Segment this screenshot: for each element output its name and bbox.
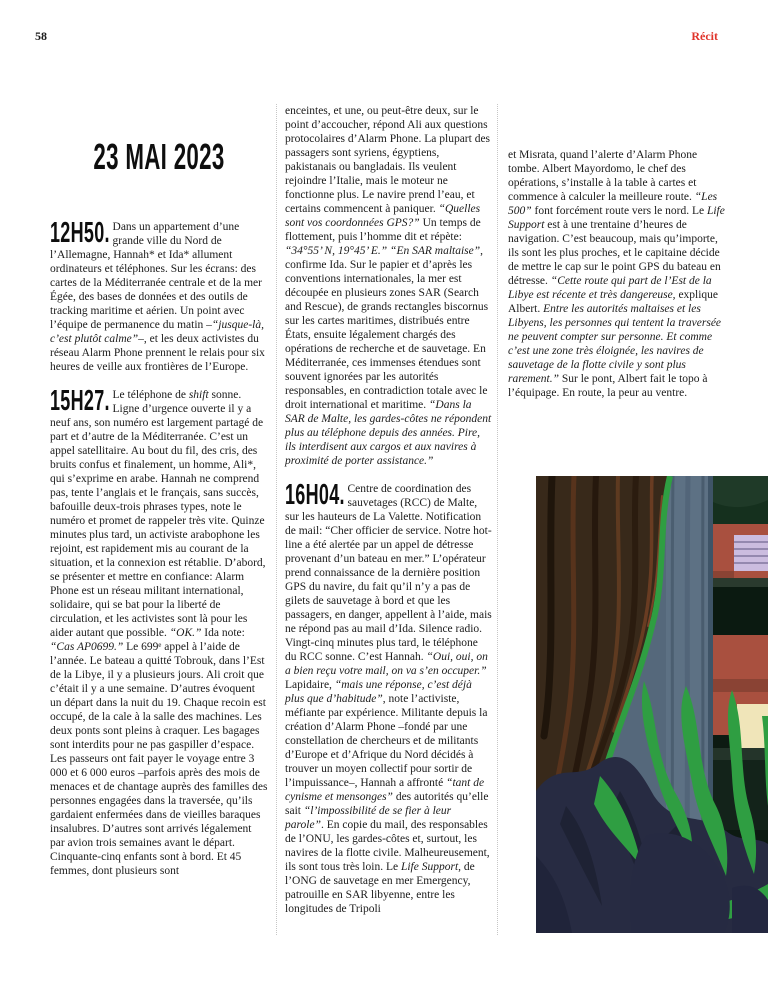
quote-text: “34°55’ N, 19°45’ E.” [285,245,388,257]
text-column-2 [285,104,492,916]
body-text: , de l’ONG de sauvetage en mer Emergency, patrouille en SAR libyenne, entre les longitudes de Tripoli [285,861,475,915]
body-text: Le téléphone de [112,389,189,401]
body-text: sonne. Ligne d’urgence ouverte il y a neuf ans, son numéro est largement partagé de part et d’autre de la Méditerranée. C’est un appel satellitaire. Au bout du fil, des cris, des bruits confus et finalement, un homme, Ali*, qui s’exprime en arabe. Hannah ne comprend pas, tente l’anglais et le français, sans succès, bafouille deux-trois phrases types, note le numéro et promet de rappeler très vite. Quinze minutes plus tard, un activiste arabophone les rejoint, est rapidement mis au courant de la situation, et la connexion est rétablie. D’abord, se présenter et mettre en confiance: Alarm Phone est un réseau militant international, solidaire, qui se bat pour la liberté de circulation, et les activistes sont là pour les aider autant que possible. [50,389,266,639]
text-column-3 [508,148,726,400]
quote-text: “jusque-là, c’est plutôt calme” [50,319,264,345]
quote-text: Entre les autorités maltaises et les Libyens, les personnes qui tentent la traversée ne peuvent compter sur personne. Et comme c’est une zone très éloignée, les navires de sauvetage de la flotte civile y sont plus rarement.” [508,303,722,385]
quote-text: “OK.” [169,627,202,639]
lavender-window [734,535,768,571]
body-text: enceintes, et une, ou peut-être deux, sur le point d’accoucher, répond Ali aux questions protocolaires d’Alarm Phone. La plupart des passagers sont syriens, égyptiens, pakistanais ou bangladais. Ils veulent rejoindre l’Italie, mais le moteur ne fonctionne plus. Le navire prend l’eau, et certains commencent à paniquer. [285,105,491,215]
date-heading: 23 MAI 2023 [93,136,225,177]
dark-window [713,587,768,635]
body-text: Sur le pont, Albert fait le topo à l’équipage. En route, la peur au ventre. [508,373,708,399]
quote-text: “Cas AP0699.” [50,641,124,653]
body-text: Dans un appartement d’une grande ville du Nord de l’Allemagne, Hannah* et Ida* allument ordinateurs et téléphones. Sur les écrans: des cartes de la Méditerranée centrale et de la mer Égée, des bases de données et des outils de tracking maritime et aérien. Un point avec l’équipe de permanence du matin – [50,221,262,331]
body-text: font forcément route vers le nord. Le [531,205,707,217]
column-divider [276,104,277,935]
section-label: Récit [691,29,718,43]
body-text: Lapidaire, [285,679,335,691]
quote-text: shift [188,389,209,401]
quote-text: “l’impossibilité de se fier à leur parole” [285,805,452,831]
article-paragraph [285,479,492,916]
quote-text: “En SAR maltaise” [390,245,481,257]
time-marker: 12H50. [50,217,110,249]
text-column-1 [50,136,268,878]
quote-text: “tant de cynisme et mensonges” [285,777,485,803]
body-text: Un temps de flottement, puis l’homme dit et répète: [285,217,481,243]
quote-text: “Quelles sont vos coordonnées GPS?” [285,203,481,229]
article-paragraph [50,217,268,374]
quote-text: Life Support [400,861,459,873]
article-paragraph [508,148,726,400]
quote-text: “Dans la SAR de Malte, les gardes-côtes ne répondent plus au téléphone depuis des années. Pire, ils interdisent aux cargos et aux navires à proximité de porter assistance.” [285,399,492,467]
column-divider [497,104,498,935]
article-paragraph [50,385,268,878]
illustration-svg [536,476,768,933]
time-marker: 16H04. [285,479,345,511]
body-text: explique Albert. [508,289,719,315]
quote-text: “Oui, oui, on a bien reçu votre mail, on va s’en occuper.” [285,651,488,677]
time-marker: 15H27. [50,385,110,417]
page-number: 58 [35,29,47,43]
body-text: –, et les deux activistes du réseau Alarm Phone prennent le relais pour six heures de veille aux frontières de l’Europe. [50,333,265,373]
body-text: Le 699ᵉ appel à l’aide de l’année. Le bateau a quitté Tobrouk, dans l’Est de la Libye, il y a plusieurs jours. Ali croit que c’était il y a une semaine. D’autres évoquent un départ dans la nuit du 19. Chaque recoin est occupé, de la cale à la salle des machines. Les deux ponts sont pleins à craquer. Les bagages sont interdits pour ne pas gaspiller d’espace. Les passeurs ont fait payer le voyage entre 3 000 et 6 000 euros –parfois après des mois de menaces et de chantage auprès des familles des personnes engagées dans la traversée, qu’ils gardaient enfermées dans de vieilles baraques insalubres. D’autres sont arrivés légalement par avion trois semaines avant le départ. Cinquante-cinq enfants sont à bord. Et 45 femmes, dont plusieurs sont [50,641,268,877]
body-text: des autorités qu’elle sait [285,791,489,817]
body-text: . En copie du mail, des responsables de l’ONU, les gardes-côtes et, surtout, les navires de la flotte civile. Malheureusement, ils sont tous très loin. Le [285,819,490,873]
body-text: , note l’activiste, méfiante par expérience. Militante depuis la création d’Alarm Phone –fondé par une constellation de chercheurs et de militants d’Europe et d’Afrique du Nord décidés à trouver un moyen collectif pour sortir de l’impuissance–, Hannah a affronté [285,693,488,789]
quote-text: Life Support [508,205,725,231]
quote-text: “mais une réponse, c’est déjà plus que d’habitude” [285,679,472,705]
quote-text: “Les 500” [508,191,718,217]
illustration [536,476,768,933]
body-text: et Misrata, quand l’alerte d’Alarm Phone tombe. Albert Mayordomo, le chef des opérations, s’installe à la table à cartes et commence à calculer la meilleure route. [508,149,698,203]
body-text: Ida note: [201,627,245,639]
body-text: Centre de coordination des sauvetages (RCC) de Malte, sur les hauteurs de La Valette. Notification de mail: “Cher officier de service. Notre hot-line a été alertée par un appel de détresse provenant d’un bateau en mer.” L’opérateur prend connaissance de la dernière position GPS du navire, du fait qu’il n’y a pas de gilets de sauvetage à bord et que les passagers, en danger, appellent à l’aide, mais ne répond pas au mail d’Ida. Silence radio. Vingt-cinq minutes plus tard, le téléphone du RCC sonne. C’est Hannah. [285,483,492,663]
quote-text: “Cette route qui part de l’Est de la Libye est récente et très dangereuse, [508,275,712,301]
body-text: , confirme Ida. Sur le papier et d’après les conventions internationales, la mer est découpée en plusieurs zones SAR (Search and Rescue), de grands rectangles biscornus sur les cartes maritimes, distribués entre États, ensuite légalement chargés des opérations de recherche et de sauvetage. En Méditerranée, ces immenses étendues sont souvent ignorées par les autorités responsables, en contradiction totale avec le droit international et maritime. [285,245,489,411]
article-paragraph [285,104,492,468]
body-text: est à une trentaine d’heures de navigation. C’est beaucoup, mais qu’importe, ils sont les plus proches, et le capitaine décide de mettre le cap sur le point GPS du bateau en détresse. [508,219,721,287]
